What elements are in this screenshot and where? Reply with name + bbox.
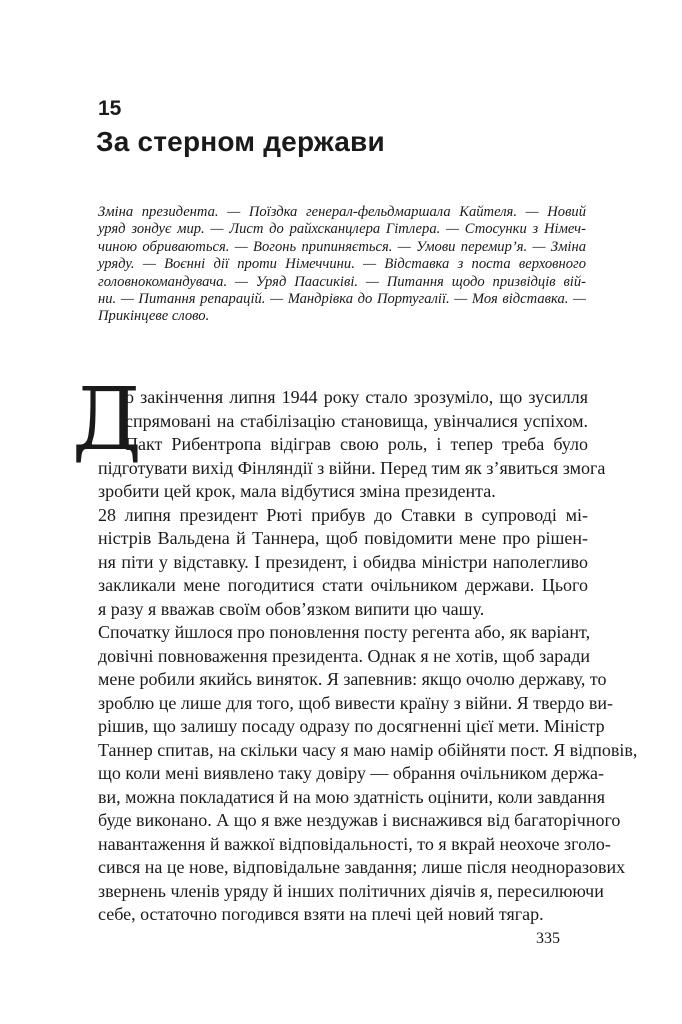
text-line: ністрів Вальдена й Таннера, щоб повідомити мене про рішен- <box>98 528 588 548</box>
text-line: ня піти у відставку. І президент, і обидва міністри наполегливо <box>98 552 588 572</box>
text-line: звернень членів уряду й інших політичних діячів я, пересилюючи <box>98 881 604 901</box>
chapter-number: 15 <box>98 97 122 120</box>
text-line: Спочатку йшлося про поновлення посту регента або, як варіант, <box>98 622 591 642</box>
text-line: сився на це нове, відповідальне завдання; лише після неодноразових <box>98 857 626 877</box>
text-line: ви, можна покладатися й на мою здатність оцінити, коли завдання <box>98 787 606 807</box>
text-line: зроблю це лише для того, щоб вивести країну з війни. Я твердо ви- <box>98 693 613 713</box>
page-number: 335 <box>536 930 560 947</box>
text-line: я разу я вважав своїм обов’язком випити цю чашу. <box>98 599 485 619</box>
text-line: закликали мене погодитися стати очільником держави. Цього <box>98 575 588 595</box>
text-line: навантаження й важкої відповідальності, то я вкрай неохоче зголо- <box>98 834 611 854</box>
text-line: себе, остаточно погодився взяти на плечі цей новий тягар. <box>98 904 544 924</box>
text-line: довічні повноваження президента. Однак я не хотів, щоб заради <box>98 646 591 666</box>
summary-line: уряд зондує мир. — Лист до райхсканцлера Гітлера. — Стосунки з Німеч- <box>98 221 586 238</box>
text-line: що коли мені виявлено таку довіру — обрання очільником держа- <box>98 763 605 783</box>
text-line: зробити цей крок, мала відбутися зміна президента. <box>98 481 496 501</box>
text-line: мене робили якийсь виняток. Я запевнив: якщо очолю державу, то <box>98 669 607 689</box>
text-line: о закінчення липня 1944 року стало зрозуміло, що зусилля <box>125 387 588 407</box>
paragraph-start: 28 липня президент Рюті прибув до Ставки в супроводі мі- <box>98 505 588 525</box>
summary-line: Прикінцеве слово. <box>98 308 210 325</box>
summary-line: уряду. — Воєнні дії проти Німеччини. — Відставка з поста верховного <box>98 256 586 273</box>
summary-line: Зміна президента. — Поїздка генерал-фельдмаршала Кайтеля. — Новий <box>98 204 586 220</box>
summary-line: чиною обриваються. — Вогонь припиняється. — Умови перемир’я. — Зміна <box>98 238 586 255</box>
text-line: спрямовані на стабілізацію становища, увінчалися успіхом. <box>125 411 588 431</box>
text-line: підготувати вихід Фінляндії з війни. Перед тим як з’явиться змога <box>98 458 606 478</box>
drop-cap: Д <box>72 370 142 470</box>
text-line: рішив, що залишу посаду одразу по досягненні цієї мети. Міністр <box>98 716 605 736</box>
summary-line: головнокомандувача. — Уряд Паасиківі. — Питання щодо призвідців вій- <box>98 273 586 290</box>
text-line: буде виконано. А що я вже нездужав і виснажився від багаторічного <box>98 810 621 830</box>
text-line: Пакт Рибентропа відіграв свою роль, і тепер треба було <box>125 434 588 454</box>
text-line: Таннер спитав, на скільки часу я маю намір обійняти пост. Я відповів, <box>98 740 638 760</box>
chapter-title: За стерном держави <box>96 126 385 157</box>
text-line <box>98 504 588 528</box>
summary-line: ни. — Питання репарацій. — Мандрівка до Португалії. — Моя відставка. — <box>98 291 586 308</box>
